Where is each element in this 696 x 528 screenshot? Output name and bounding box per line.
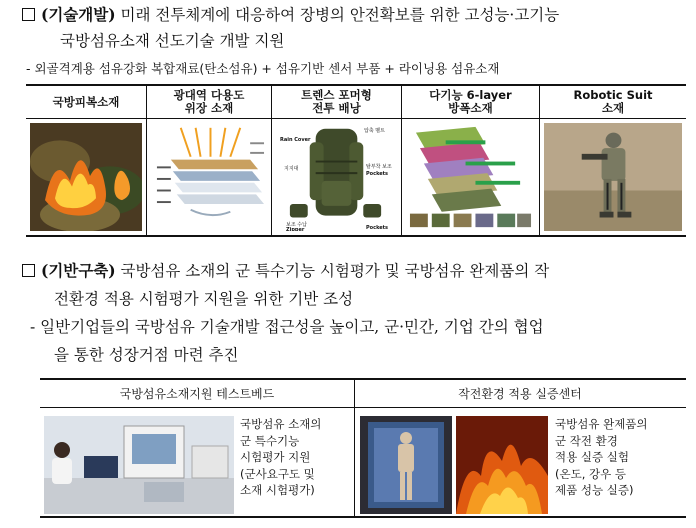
section1-line2: 국방섬유소재 선도기술 개발 지원 [60,32,285,50]
section2-heading [22,259,549,281]
tech-header-1: 국방피복소재 [26,86,146,119]
backpack-label-rain-cover: Rain Cover [280,137,311,143]
section1-line1: 미래 전투체계에 대응하여 장병의 안전확보를 위한 고성능·고기능 [115,6,560,24]
backpack-label-pockets-2: Pockets [366,225,389,231]
tech-col-5 [539,86,686,235]
backpack-label-frame: 지지대 [284,166,299,172]
fire-camo-fabric-image [30,123,142,231]
lab-testbed-image [44,416,234,514]
backpack-label-pockets-1: Pockets [366,171,389,177]
climate-chamber-mannequin-image [360,416,452,514]
section1-heading [22,3,559,25]
backpack-label-belt: 압축 벨트 [364,128,385,134]
tech-table [26,84,686,237]
center-description: 국방섬유 완제품의 군 작전 환경 적용 실증 실험 (온도, 강우 등 제품 성능 실증) [555,417,648,497]
section2-line1: 국방섬유 소재의 군 특수기능 시험평가 및 국방섬유 완제품의 작 [115,262,550,280]
checkbox-square-icon [22,8,35,21]
section2-bullet1: - 일반기업들의 국방섬유 기술개발 접근성을 높이고, 군·민간, 기업 간의 협업 [30,318,544,336]
section1-bullet: - 외골격계용 섬유강화 복합재료(탄소섬유) + 섬유기반 센서 부품 + 라이닝용 섬유소재 [26,61,500,76]
camouflage-layer-diagram [151,123,267,231]
tech-col-4 [401,86,539,235]
tech-header-5: Robotic Suit 소재 [540,86,686,119]
backpack-label-storage: 보조 수납 [286,222,307,228]
infra-divider [354,380,355,516]
infra-table [40,378,686,518]
backpack-label-detachable: 탈부착 보조 [366,164,392,170]
testbed-description: 국방섬유 소재의 군 특수기능 시험평가 지원 (군사요구도 및 소재 시험평가) [240,417,322,497]
backpack-label-zipper: Zipper [286,227,305,231]
combat-backpack-image [276,123,397,231]
section2-line2: 전환경 적용 시험평가 지원을 위한 기반 조성 [54,290,354,308]
tech-col-1 [26,86,146,235]
tech-col-3 [271,86,401,235]
infra-header-left: 국방섬유소재지원 테스트베드 [40,380,354,408]
infra-header-right: 작전환경 적용 실증센터 [354,380,686,408]
section2-tag: (기반구축) [41,261,116,280]
tech-header-2: 광대역 다용도 위장 소재 [147,86,271,119]
tech-header-3: 트렌스 포머형 전투 배낭 [272,86,401,119]
tech-header-4: 다기능 6-layer 방폭소재 [402,86,539,119]
robotic-suit-soldier-image [544,123,682,231]
fire-test-image [456,416,548,514]
section1-tag: (기술개발) [41,5,116,24]
checkbox-square-icon [22,264,35,277]
section2-bullet2: 을 통한 성장거점 마련 추진 [54,346,239,364]
six-layer-material-diagram [406,123,535,231]
tech-col-2 [146,86,271,235]
